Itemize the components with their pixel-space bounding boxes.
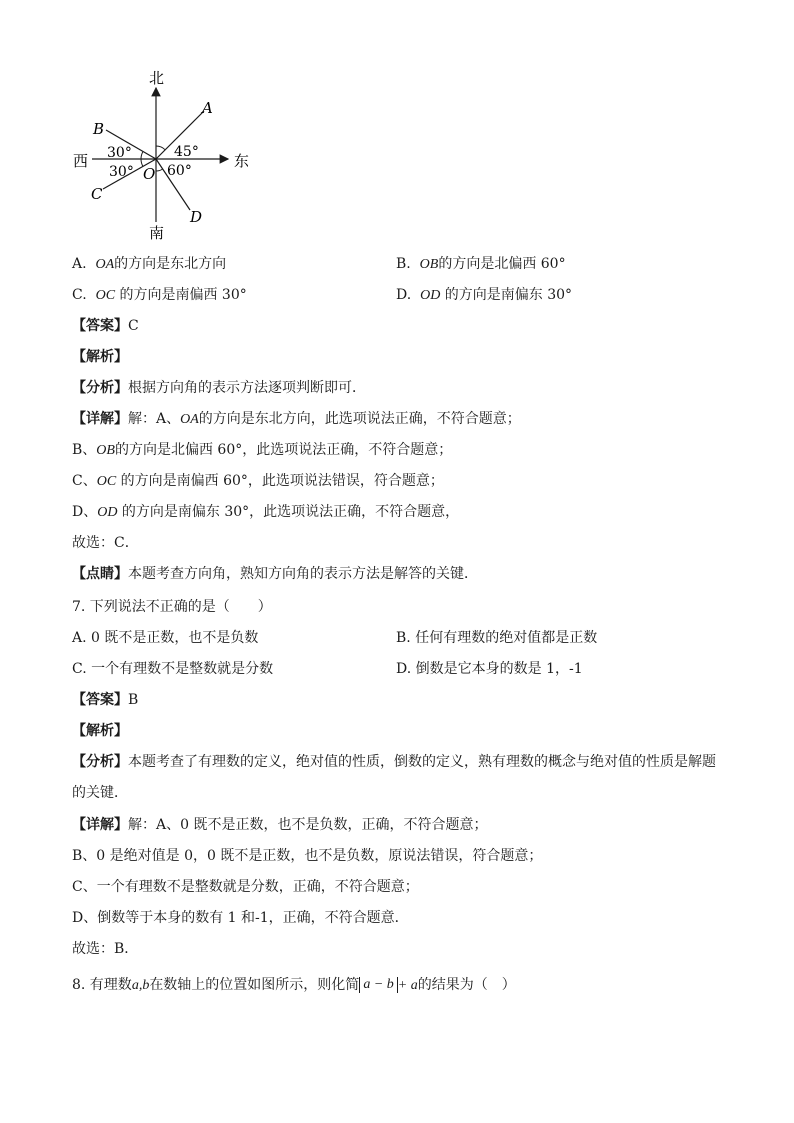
q6-choose: 故选：C．: [72, 535, 139, 551]
q6-option-a: A. OA的方向是东北方向: [72, 256, 227, 272]
label-north: 北: [149, 69, 165, 87]
label-c: C: [91, 185, 103, 203]
angle-arc-nw: [141, 152, 143, 160]
q7-answer: 【答案】B: [72, 692, 139, 708]
q7-fenxi-2: 的关键．: [72, 785, 128, 801]
q6-comment: 【点睛】本题考查方向角，熟知方向角的表示方法是解答的关键．: [72, 566, 478, 582]
label-a: A: [202, 99, 213, 117]
q7-stem: 7. 下列说法不正确的是（ ）: [72, 599, 272, 615]
label-d: D: [190, 208, 203, 226]
q6-detail-a: 【详解】解：A、OA的方向是东北方向，此选项说法正确，不符合题意；: [72, 411, 521, 427]
q7-option-b: B. 任何有理数的绝对值都是正数: [396, 630, 598, 646]
label-o: O: [143, 165, 156, 183]
absolute-value-expression: a − b: [359, 977, 397, 993]
q6-option-b: B. OB的方向是北偏西 60°: [396, 256, 566, 272]
q7-detail-d: D、倒数等于本身的数有 1 和-1，正确，不符合题意．: [72, 910, 409, 926]
q7-option-a: A. 0 既不是正数，也不是负数: [72, 630, 259, 646]
label-west: 西: [73, 152, 89, 170]
angle-arc-ne: [156, 146, 165, 150]
q6-detail-b: B、OB的方向是北偏西 60°，此选项说法正确，不符合题意；: [72, 442, 453, 458]
angle-label-nw: 30°: [107, 145, 132, 161]
q6-fenxi: 【分析】根据方向角的表示方法逐项判断即可．: [72, 380, 366, 396]
q6-answer: 【答案】C: [72, 318, 139, 334]
angle-arc-se: [156, 169, 163, 171]
q7-choose: 故选：B．: [72, 941, 139, 957]
q6-analysis-heading: 【解析】: [72, 349, 128, 365]
q6-detail-d: D、OD 的方向是南偏东 30°，此选项说法正确，不符合题意，: [72, 504, 460, 520]
label-east: 东: [234, 152, 250, 170]
q7-detail-a: 【详解】解：A、0 既不是正数，也不是负数，正确，不符合题意；: [72, 817, 488, 833]
direction-diagram: [0, 0, 794, 250]
q7-fenxi-1: 【分析】本题考查了有理数的定义，绝对值的性质，倒数的定义，熟有理数的概念与绝对值的性质是解题: [72, 754, 716, 770]
q7-detail-b: B、0 是绝对值是 0，0 既不是正数，也不是负数，原说法错误，符合题意；: [72, 848, 543, 864]
q6-detail-c: C、OC 的方向是南偏西 60°，此选项说法错误，符合题意；: [72, 473, 444, 489]
q6-option-d: D. OD 的方向是南偏东 30°: [396, 287, 573, 303]
q7-option-c: C. 一个有理数不是整数就是分数: [72, 661, 274, 677]
q7-detail-c: C、一个有理数不是整数就是分数，正确，不符合题意；: [72, 879, 419, 895]
angle-label-se: 60°: [167, 163, 192, 179]
label-south: 南: [149, 224, 165, 242]
label-b: B: [93, 120, 105, 138]
angle-label-sw: 30°: [109, 164, 134, 180]
q8-stem: 8. 有理数a,b在数轴上的位置如图所示，则化简 a − b + a的结果为（ ）: [72, 977, 516, 993]
angle-label-ne: 45°: [174, 144, 199, 160]
q7-analysis-heading: 【解析】: [72, 723, 128, 739]
q7-option-d: D. 倒数是它本身的数是 1，-1: [396, 661, 583, 677]
q6-option-c: C. OC 的方向是南偏西 30°: [72, 287, 247, 303]
